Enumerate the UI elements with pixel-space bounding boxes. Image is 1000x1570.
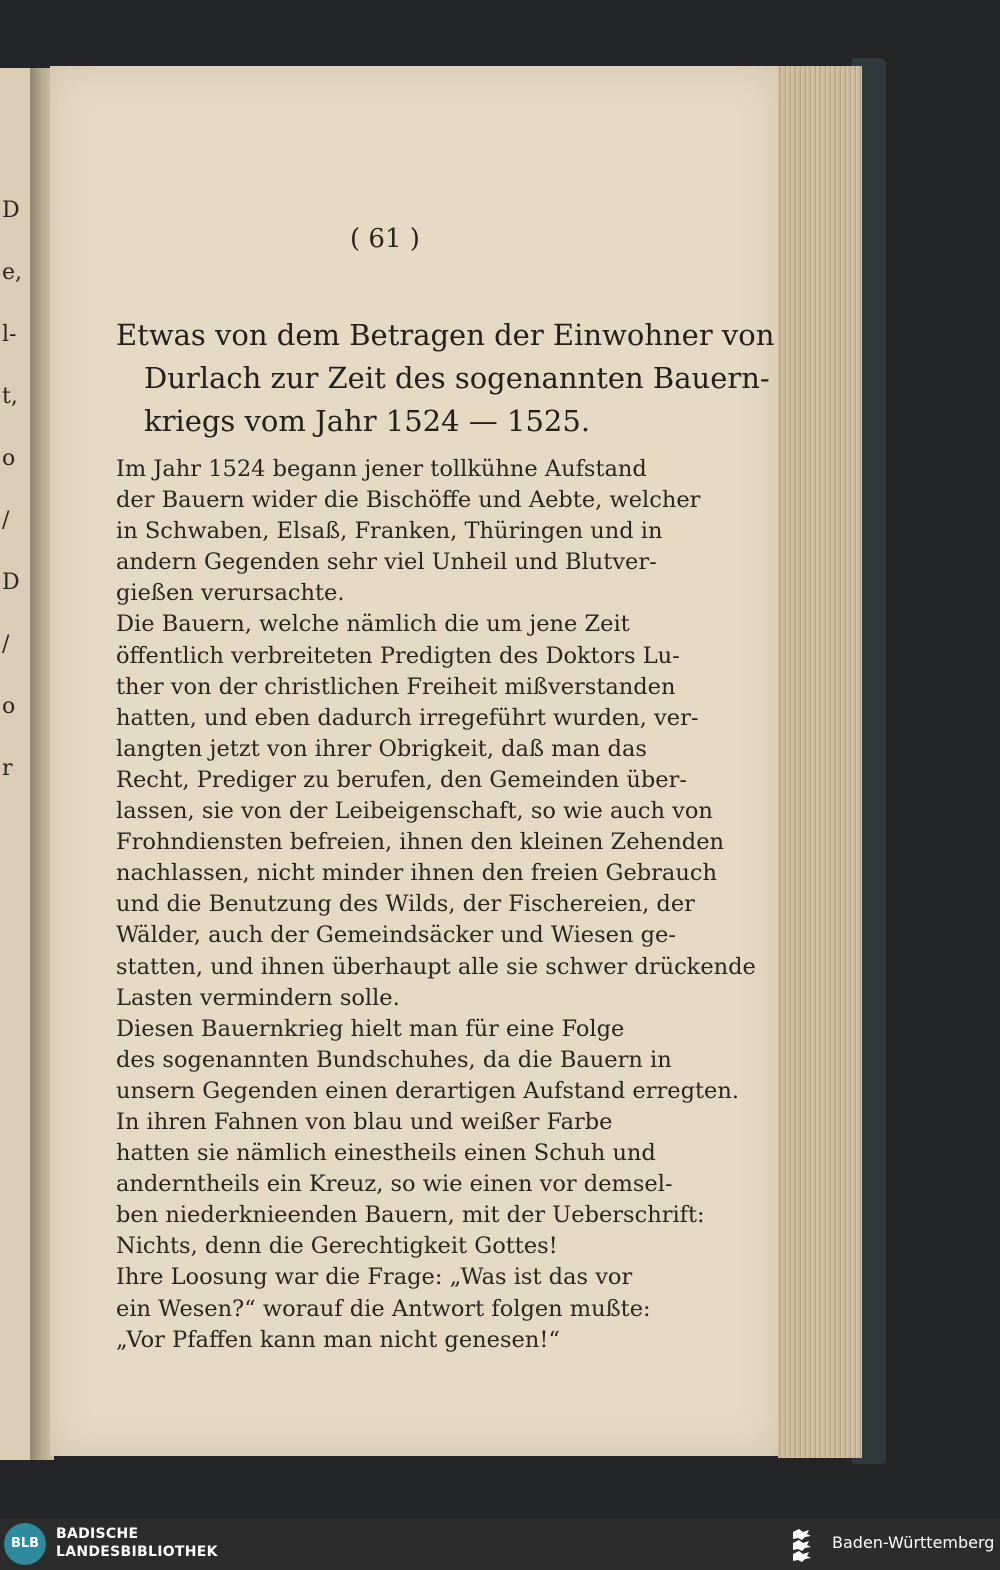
left-page-fragment: D bbox=[2, 570, 20, 595]
text-line: unsern Gegenden einen derartigen Aufstand erregten. bbox=[116, 1077, 739, 1104]
title-line: Etwas von dem Betragen der Einwohner von bbox=[116, 318, 775, 352]
text-line: langten jetzt von ihrer Obrigkeit, daß man das bbox=[116, 735, 647, 762]
text-line: anderntheils ein Kreuz, so wie einen vor demsel- bbox=[116, 1171, 673, 1198]
text-line: und die Benutzung des Wilds, der Fischereien, der bbox=[116, 891, 695, 918]
text-line: statten, und ihnen überhaupt alle sie schwer drückende bbox=[116, 953, 756, 980]
text-line: hatten sie nämlich einestheils einen Schuh und bbox=[116, 1140, 656, 1167]
text-line: nachlassen, nicht minder ihnen den freien Gebrauch bbox=[116, 860, 717, 887]
viewer-footer bbox=[0, 1518, 1000, 1570]
baden-wuerttemberg-lions-icon bbox=[789, 1526, 825, 1562]
left-page-fragment: r bbox=[2, 756, 13, 781]
text-line: Im Jahr 1524 begann jener tollkühne Aufstand bbox=[116, 456, 647, 482]
text-line: öffentlich verbreiteten Predigten des Doktors Lu- bbox=[116, 642, 680, 669]
chapter-title bbox=[116, 314, 775, 443]
text-line: In ihren Fahnen von blau und weißer Farbe bbox=[116, 1108, 613, 1135]
text-line: „Vor Pfaffen kann man nicht genesen!“ bbox=[116, 1326, 560, 1353]
text-line: andern Gegenden sehr viel Unheil und Blutver- bbox=[116, 549, 657, 576]
title-line: kriegs vom Jahr 1524 — 1525. bbox=[144, 404, 591, 438]
left-page-fragment: t, bbox=[2, 384, 18, 409]
text-line: ein Wesen?“ worauf die Antwort folgen mußte: bbox=[116, 1295, 651, 1322]
blb-name-line: BADISCHE bbox=[56, 1526, 139, 1542]
page-number: ( 61 ) bbox=[350, 224, 420, 254]
text-line: Frohndiensten befreien, ihnen den kleinen Zehenden bbox=[116, 829, 725, 856]
page-block-edge bbox=[778, 66, 862, 1458]
left-page-fragment: l- bbox=[2, 322, 17, 347]
left-page-fragment: o bbox=[2, 446, 16, 471]
text-line: Die Bauern, welche nämlich die um jene Zeit bbox=[116, 611, 630, 638]
left-page-fragment: / bbox=[2, 508, 10, 533]
text-line: ther von der christlichen Freiheit mißverstanden bbox=[116, 673, 676, 700]
baden-wuerttemberg-label[interactable]: Baden-Württemberg bbox=[832, 1533, 995, 1552]
text-line: Wälder, auch der Gemeindsäcker und Wiesen ge- bbox=[116, 922, 676, 949]
text-line: Recht, Prediger zu berufen, den Gemeinden über- bbox=[116, 766, 687, 793]
left-page-fragment: e, bbox=[2, 260, 23, 285]
text-line: lassen, sie von der Leibeigenschaft, so wie auch von bbox=[116, 798, 713, 825]
blb-logo[interactable]: BLB bbox=[4, 1523, 46, 1565]
blb-name[interactable] bbox=[56, 1525, 218, 1561]
text-line: ben niederknieenden Bauern, mit der Ueberschrift: bbox=[116, 1202, 705, 1229]
text-line: der Bauern wider die Bischöffe und Aebte, welcher bbox=[116, 487, 701, 514]
text-line: in Schwaben, Elsaß, Franken, Thüringen und in bbox=[116, 518, 663, 545]
body-text bbox=[116, 454, 756, 1356]
left-page-fragment: o bbox=[2, 694, 16, 719]
left-page-fragment: D bbox=[2, 198, 20, 223]
blb-name-line: LANDESBIBLIOTHEK bbox=[56, 1544, 218, 1560]
book-page bbox=[50, 66, 780, 1456]
text-line: Diesen Bauernkrieg hielt man für eine Folge bbox=[116, 1015, 625, 1042]
text-line: hatten, und eben dadurch irregeführt wurden, ver- bbox=[116, 704, 699, 731]
text-line: des sogenannten Bundschuhes, da die Bauern in bbox=[116, 1046, 672, 1073]
text-line: Lasten vermindern solle. bbox=[116, 984, 400, 1011]
left-page-fragment: / bbox=[2, 632, 10, 657]
text-line: Ihre Loosung war die Frage: „Was ist das vor bbox=[116, 1264, 633, 1291]
text-line: Nichts, denn die Gerechtigkeit Gottes! bbox=[116, 1233, 558, 1260]
title-line: Durlach zur Zeit des sogenannten Bauern- bbox=[144, 361, 770, 395]
text-line: gießen verursachte. bbox=[116, 580, 345, 607]
